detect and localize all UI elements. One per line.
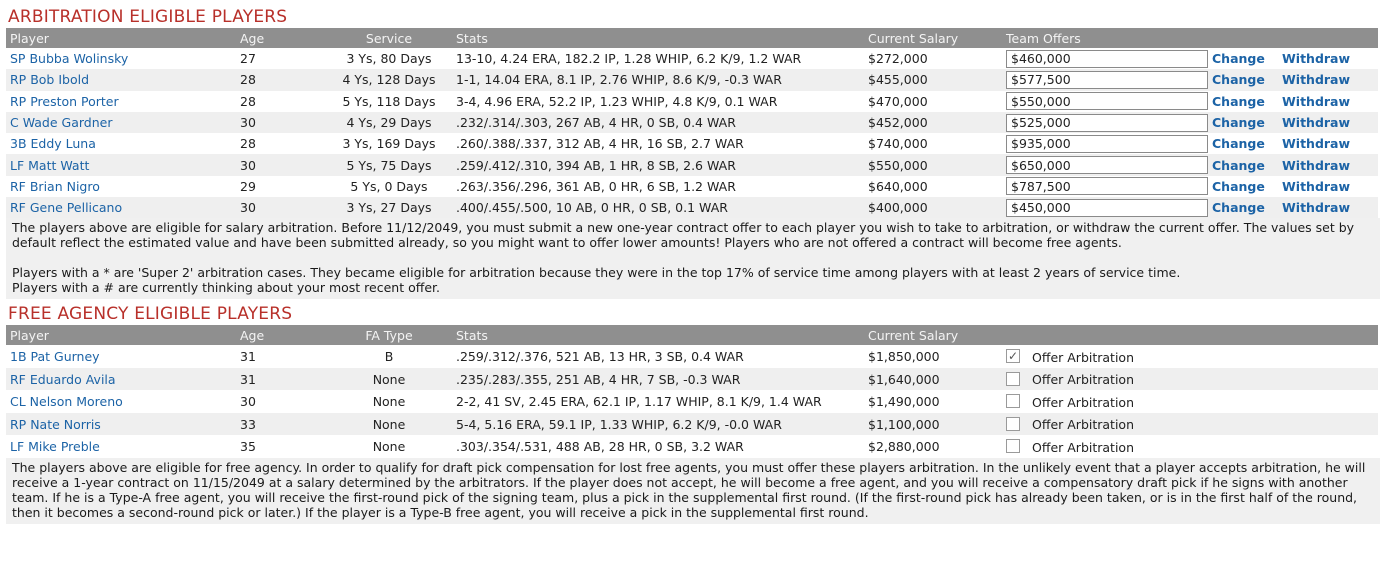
free-agency-header-row <box>6 325 1378 345</box>
player-service: 4 Ys, 29 Days <box>346 115 432 131</box>
team-offer-input[interactable] <box>1006 156 1208 174</box>
player-age: 30 <box>240 200 256 216</box>
free-agency-note-text: The players above are eligible for free agency. In order to qualify for draft pick compensation for lost free agents, you must offer these players arbitration. In the unlikely event that a player accepts arbitration, he will receive a 1-year contract on 11/15/2049 at a salary determined by the arbitrators. If the player does not accept, he will become a free agent, and you will receive a compensatory draft pick if he signs with another team. If he is a Type-A free agent, you will receive the first-round pick of the signing team, plus a pick in the supplemental first round. (If the first-round pick has already been taken, or is in the first half of the round, then it becomes a second-round pick or later.) If the player is a Type-B free agent, you will receive a pick in the supplemental first round. <box>12 459 1366 520</box>
player-link[interactable]: LF Mike Preble <box>10 439 100 455</box>
withdraw-offer-button[interactable]: Withdraw <box>1282 136 1351 152</box>
col-header-service: Service <box>365 30 413 46</box>
change-offer-button[interactable]: Change <box>1212 136 1265 152</box>
arbitration-note-text: The players above are eligible for salary arbitration. Before 11/12/2049, you must submit a new one-year contract offer to each player you wish to take to arbitration, or withdraw the current offer. The values set by default reflect the estimated value and have been submitted already, so you might want to offer lower amounts! Players who are not offered a contract will become free agents. <box>12 220 1355 251</box>
player-salary: $400,000 <box>868 200 928 216</box>
player-service: 5 Ys, 118 Days <box>342 93 436 109</box>
player-stats: .260/.388/.337, 312 AB, 4 HR, 16 SB, 2.7 WAR <box>456 136 744 152</box>
fa-col-header-salary: Current Salary <box>868 327 959 343</box>
player-stats: .303/.354/.531, 488 AB, 28 HR, 0 SB, 3.2 WAR <box>456 439 744 455</box>
player-link[interactable]: RF Brian Nigro <box>10 178 100 194</box>
arbitration-row <box>6 112 1378 133</box>
fa-col-header-type: FA Type <box>365 327 413 343</box>
arbitration-row <box>6 91 1378 112</box>
player-stats: .235/.283/.355, 251 AB, 4 HR, 7 SB, -0.3 WAR <box>456 371 741 387</box>
checkmark-icon: ✓ <box>1007 349 1019 364</box>
player-salary: $2,880,000 <box>868 439 940 455</box>
arbitration-row <box>6 133 1378 154</box>
player-salary: $455,000 <box>868 72 928 88</box>
col-header-offers: Team Offers <box>1006 30 1081 46</box>
free-agency-row <box>6 345 1378 368</box>
player-age: 31 <box>240 349 256 365</box>
offer-arbitration-label: Offer Arbitration <box>1032 417 1134 433</box>
player-link[interactable]: CL Nelson Moreno <box>10 394 123 410</box>
player-link[interactable]: RP Bob Ibold <box>10 72 90 88</box>
offer-arbitration-label: Offer Arbitration <box>1032 394 1134 410</box>
offer-arbitration-label: Offer Arbitration <box>1032 439 1134 455</box>
change-offer-button[interactable]: Change <box>1212 93 1265 109</box>
player-stats: .232/.314/.303, 267 AB, 4 HR, 0 SB, 0.4 WAR <box>456 115 736 131</box>
free-agency-row <box>6 368 1378 391</box>
withdraw-offer-button[interactable]: Withdraw <box>1282 93 1351 109</box>
col-header-stats: Stats <box>456 30 488 46</box>
player-stats: 3-4, 4.96 ERA, 52.2 IP, 1.23 WHIP, 4.8 K/9, 0.1 WAR <box>456 93 778 109</box>
team-offer-input[interactable] <box>1006 199 1208 217</box>
player-link[interactable]: 3B Eddy Luna <box>10 136 96 152</box>
offer-arbitration-checkbox[interactable] <box>1006 349 1020 363</box>
player-service: 5 Ys, 75 Days <box>346 157 432 173</box>
player-stats: .263/.356/.296, 361 AB, 0 HR, 6 SB, 1.2 WAR <box>456 178 736 194</box>
withdraw-offer-button[interactable]: Withdraw <box>1282 72 1351 88</box>
player-age: 28 <box>240 136 256 152</box>
withdraw-offer-button[interactable]: Withdraw <box>1282 51 1351 67</box>
team-offer-input[interactable] <box>1006 177 1208 195</box>
player-salary: $1,850,000 <box>868 349 940 365</box>
change-offer-button[interactable]: Change <box>1212 200 1265 216</box>
arbitration-row <box>6 154 1378 175</box>
offer-arbitration-checkbox[interactable] <box>1006 372 1020 386</box>
player-salary: $1,490,000 <box>868 394 940 410</box>
offer-arbitration-label: Offer Arbitration <box>1032 349 1134 365</box>
team-offer-input[interactable] <box>1006 114 1208 132</box>
free-agency-row <box>6 435 1378 458</box>
player-age: 28 <box>240 72 256 88</box>
player-age: 31 <box>240 371 256 387</box>
arbitration-header-row <box>6 28 1378 48</box>
player-stats: .259/.412/.310, 394 AB, 1 HR, 8 SB, 2.6 WAR <box>456 157 736 173</box>
player-link[interactable]: LF Matt Watt <box>10 157 90 173</box>
player-salary: $470,000 <box>868 93 928 109</box>
player-link[interactable]: RF Eduardo Avila <box>10 371 116 387</box>
offer-arbitration-checkbox[interactable] <box>1006 439 1020 453</box>
fa-col-header-stats: Stats <box>456 327 488 343</box>
player-age: 35 <box>240 439 256 455</box>
player-age: 29 <box>240 178 256 194</box>
change-offer-button[interactable]: Change <box>1212 51 1265 67</box>
player-salary: $1,640,000 <box>868 371 940 387</box>
player-stats: 2-2, 41 SV, 2.45 ERA, 62.1 IP, 1.17 WHIP, 8.1 K/9, 1.4 WAR <box>456 394 822 410</box>
player-stats: 5-4, 5.16 ERA, 59.1 IP, 1.33 WHIP, 6.2 K/9, -0.0 WAR <box>456 416 782 432</box>
player-age: 30 <box>240 394 256 410</box>
offer-arbitration-label: Offer Arbitration <box>1032 372 1134 388</box>
offer-arbitration-checkbox[interactable] <box>1006 394 1020 408</box>
free-agency-row <box>6 390 1378 413</box>
player-stats: .259/.312/.376, 521 AB, 13 HR, 3 SB, 0.4 WAR <box>456 349 744 365</box>
arbitration-row <box>6 176 1378 197</box>
player-fa-type: None <box>372 439 406 455</box>
player-service: 5 Ys, 0 Days <box>350 178 428 194</box>
withdraw-offer-button[interactable]: Withdraw <box>1282 157 1351 173</box>
withdraw-offer-button[interactable]: Withdraw <box>1282 178 1351 194</box>
free-agency-table <box>6 325 1378 458</box>
player-salary: $640,000 <box>868 178 928 194</box>
arbitration-section-title: ARBITRATION ELIGIBLE PLAYERS <box>8 7 288 27</box>
withdraw-offer-button[interactable]: Withdraw <box>1282 200 1351 216</box>
player-salary: $452,000 <box>868 115 928 131</box>
col-header-salary: Current Salary <box>868 30 959 46</box>
player-link[interactable]: RP Preston Porter <box>10 93 119 109</box>
player-age: 30 <box>240 115 256 131</box>
free-agency-row <box>6 413 1378 436</box>
arbitration-row <box>6 69 1378 90</box>
fa-col-header-age: Age <box>240 327 265 343</box>
player-link[interactable]: RF Gene Pellicano <box>10 200 123 216</box>
player-salary: $740,000 <box>868 136 928 152</box>
player-service: 3 Ys, 80 Days <box>346 51 432 67</box>
free-agency-section-title: FREE AGENCY ELIGIBLE PLAYERS <box>8 304 293 325</box>
change-offer-button[interactable]: Change <box>1212 72 1265 88</box>
player-link[interactable]: C Wade Gardner <box>10 115 113 131</box>
player-salary: $550,000 <box>868 157 928 173</box>
player-link[interactable]: 1B Pat Gurney <box>10 349 100 365</box>
player-age: 30 <box>240 157 256 173</box>
arbitration-table <box>6 28 1378 218</box>
team-offer-input[interactable] <box>1006 135 1208 153</box>
player-stats: 1-1, 14.04 ERA, 8.1 IP, 2.76 WHIP, 8.6 K/9, -0.3 WAR <box>456 72 782 88</box>
player-fa-type: None <box>372 371 406 387</box>
arbitration-note <box>6 218 1380 299</box>
player-service: 4 Ys, 128 Days <box>342 72 436 88</box>
change-offer-button[interactable]: Change <box>1212 157 1265 173</box>
team-offer-input[interactable] <box>1006 92 1208 110</box>
player-salary: $1,100,000 <box>868 416 940 432</box>
arbitration-row <box>6 48 1378 69</box>
change-offer-button[interactable]: Change <box>1212 178 1265 194</box>
super2-note-text: Players with a * are 'Super 2' arbitration cases. They became eligible for arbitration because they were in the top 17% of service time among players with at least 2 years of service time. <box>12 265 1181 281</box>
offer-arbitration-checkbox[interactable] <box>1006 417 1020 431</box>
withdraw-offer-button[interactable]: Withdraw <box>1282 115 1351 131</box>
thinking-note-text: Players with a # are currently thinking about your most recent offer. <box>12 280 441 296</box>
fa-col-header-player: Player <box>10 327 49 343</box>
team-offer-input[interactable] <box>1006 50 1208 68</box>
player-fa-type: None <box>372 416 406 432</box>
player-age: 33 <box>240 416 256 432</box>
col-header-player: Player <box>10 30 49 46</box>
free-agency-note <box>6 458 1380 524</box>
arbitration-row <box>6 197 1378 218</box>
player-service: 3 Ys, 27 Days <box>346 200 432 216</box>
change-offer-button[interactable]: Change <box>1212 115 1265 131</box>
player-link[interactable]: RP Nate Norris <box>10 416 101 432</box>
player-age: 27 <box>240 51 256 67</box>
player-age: 28 <box>240 93 256 109</box>
player-fa-type: None <box>372 394 406 410</box>
player-stats: .400/.455/.500, 10 AB, 0 HR, 0 SB, 0.1 WAR <box>456 200 728 216</box>
col-header-age: Age <box>240 30 265 46</box>
player-salary: $272,000 <box>868 51 928 67</box>
player-fa-type: B <box>384 349 394 365</box>
player-link[interactable]: SP Bubba Wolinsky <box>10 51 129 67</box>
player-stats: 13-10, 4.24 ERA, 182.2 IP, 1.28 WHIP, 6.2 K/9, 1.2 WAR <box>456 51 802 67</box>
player-service: 3 Ys, 169 Days <box>342 136 436 152</box>
team-offer-input[interactable] <box>1006 71 1208 89</box>
